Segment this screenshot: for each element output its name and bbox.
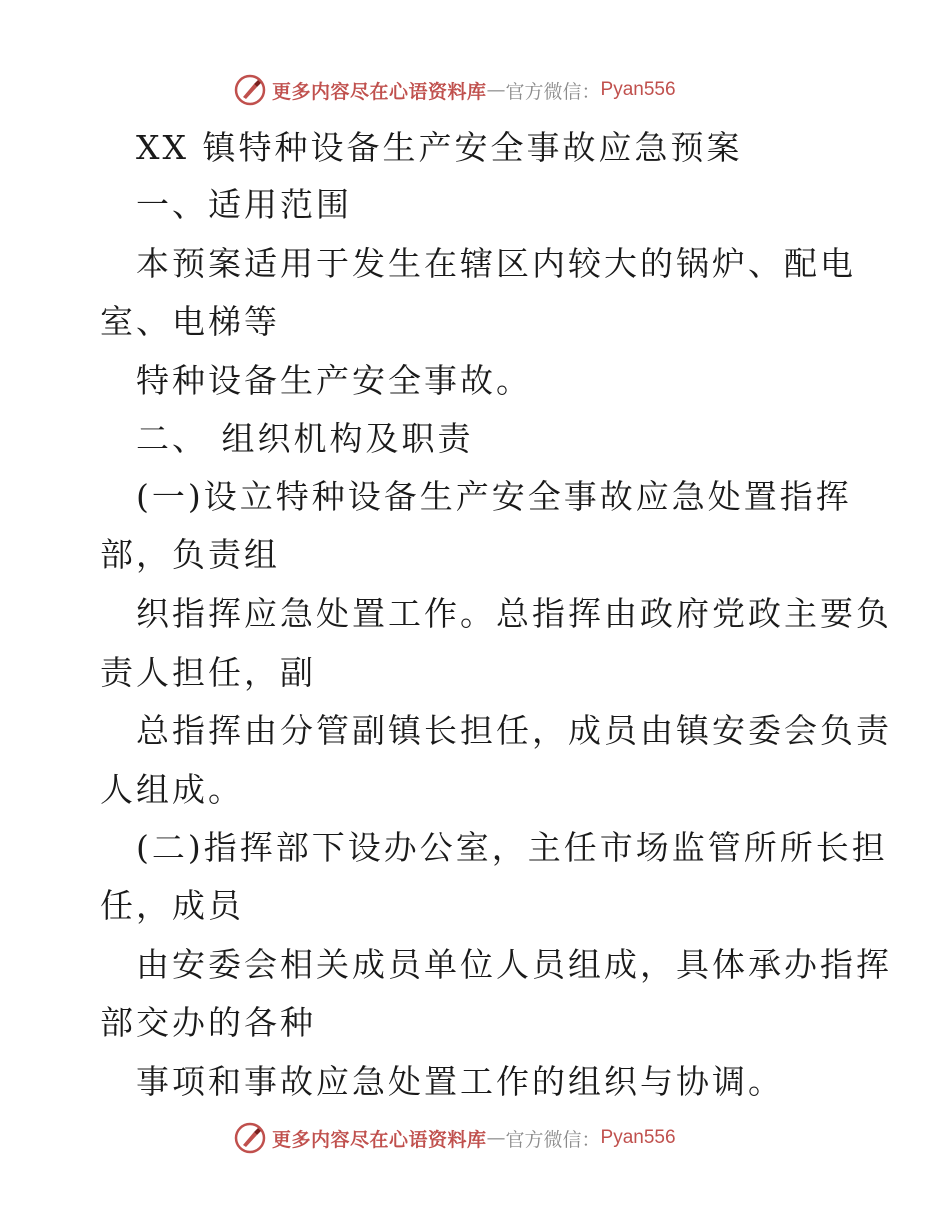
section-heading-1: 一、适用范围 bbox=[136, 185, 352, 224]
paragraph-line: 责人担任，副 bbox=[100, 653, 316, 692]
paragraph-line: 由安委会相关成员单位人员组成，具体承办指挥 bbox=[136, 945, 892, 984]
watermark-wechat-id: Pyan556 bbox=[600, 79, 676, 100]
footer-watermark bbox=[234, 1121, 734, 1155]
paragraph-line: 织指挥应急处置工作。总指挥由政府党政主要负 bbox=[136, 594, 892, 633]
watermark-wechat-label: 官方微信： bbox=[505, 1128, 601, 1151]
paragraph-line: 事项和事故应急处置工作的组织与协调。 bbox=[136, 1062, 784, 1101]
paragraph-line: 本预案适用于发生在辖区内较大的锅炉、配电 bbox=[136, 244, 856, 283]
paragraph-line: 总指挥由分管副镇长担任，成员由镇安委会负责 bbox=[136, 711, 892, 750]
paragraph-line: 人组成。 bbox=[100, 770, 244, 809]
document-title: XX 镇特种设备生产安全事故应急预案 bbox=[136, 128, 743, 167]
paragraph-line: 部，负责组 bbox=[100, 535, 280, 574]
watermark-text: 更多内容尽在心语资料库 bbox=[272, 80, 487, 103]
watermark-wechat-label: 官方微信： bbox=[505, 80, 601, 103]
watermark-wechat-id: Pyan556 bbox=[600, 1127, 676, 1148]
pen-logo-icon bbox=[234, 1122, 266, 1154]
watermark-dash: — bbox=[486, 1127, 506, 1149]
paragraph-line: 特种设备生产安全事故。 bbox=[136, 361, 532, 400]
paragraph-line: 部交办的各种 bbox=[100, 1003, 316, 1042]
paragraph-line: (二)指挥部下设办公室，主任市场监管所所长担 bbox=[136, 828, 888, 867]
header-watermark bbox=[234, 73, 734, 107]
section-heading-2: 二、 组织机构及职责 bbox=[136, 419, 474, 458]
paragraph-line: 任，成员 bbox=[100, 886, 244, 925]
paragraph-line: 室、电梯等 bbox=[100, 302, 280, 341]
pen-logo-icon bbox=[234, 74, 266, 106]
watermark-text: 更多内容尽在心语资料库 bbox=[272, 1128, 487, 1151]
paragraph-line: (一)设立特种设备生产安全事故应急处置指挥 bbox=[136, 477, 852, 516]
watermark-dash: — bbox=[486, 79, 506, 101]
